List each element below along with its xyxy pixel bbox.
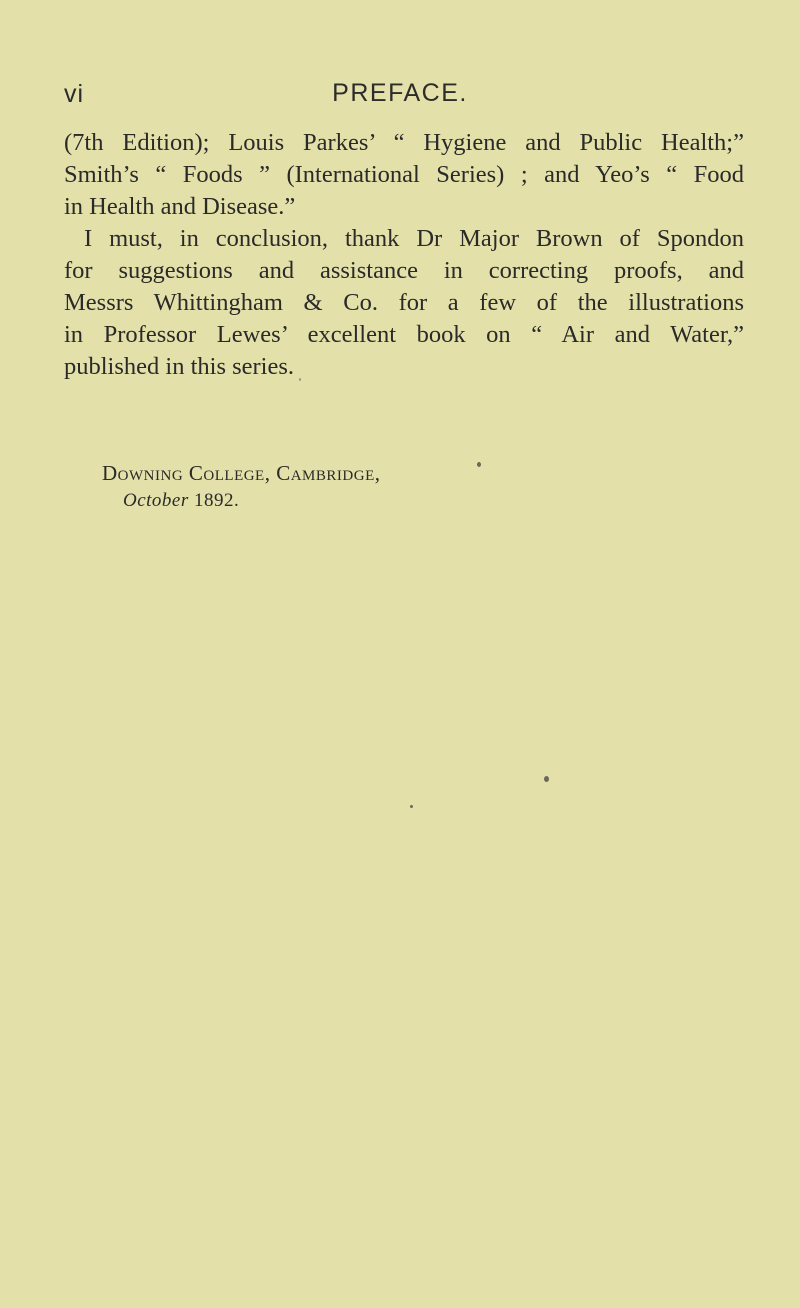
text-line: I must, in conclusion, thank Dr Major Brown of Spondon — [84, 225, 744, 252]
signature-month: October — [123, 490, 189, 511]
preface-body — [64, 127, 744, 383]
paper-speck — [299, 378, 301, 381]
text-line: in Professor Lewes’ excellent book on “ Air and Water,” — [64, 321, 744, 348]
paper-speck — [544, 776, 549, 782]
signature-date — [102, 487, 380, 514]
text-line: Messrs Whittingham & Co. for a few of the illustrations — [64, 289, 744, 316]
signature-year: 1892. — [194, 490, 240, 511]
running-head: PREFACE. — [332, 79, 468, 107]
paper-speck — [477, 462, 481, 467]
paper-speck — [410, 805, 413, 808]
text-line: Smith’s “ Foods ” (International Series) ; and Yeo’s “ Food — [64, 161, 744, 188]
text-line: for suggestions and assistance in correcting proofs, and — [64, 257, 744, 284]
signature-block — [102, 460, 380, 514]
signature-place: Downing College, Cambridge, — [102, 461, 381, 485]
text-line: published in this series. — [64, 353, 295, 380]
page-number: vi — [64, 80, 85, 108]
text-line: in Health and Disease.” — [64, 193, 296, 220]
text-line: (7th Edition); Louis Parkes’ “ Hygiene and Public Health;” — [64, 129, 744, 156]
